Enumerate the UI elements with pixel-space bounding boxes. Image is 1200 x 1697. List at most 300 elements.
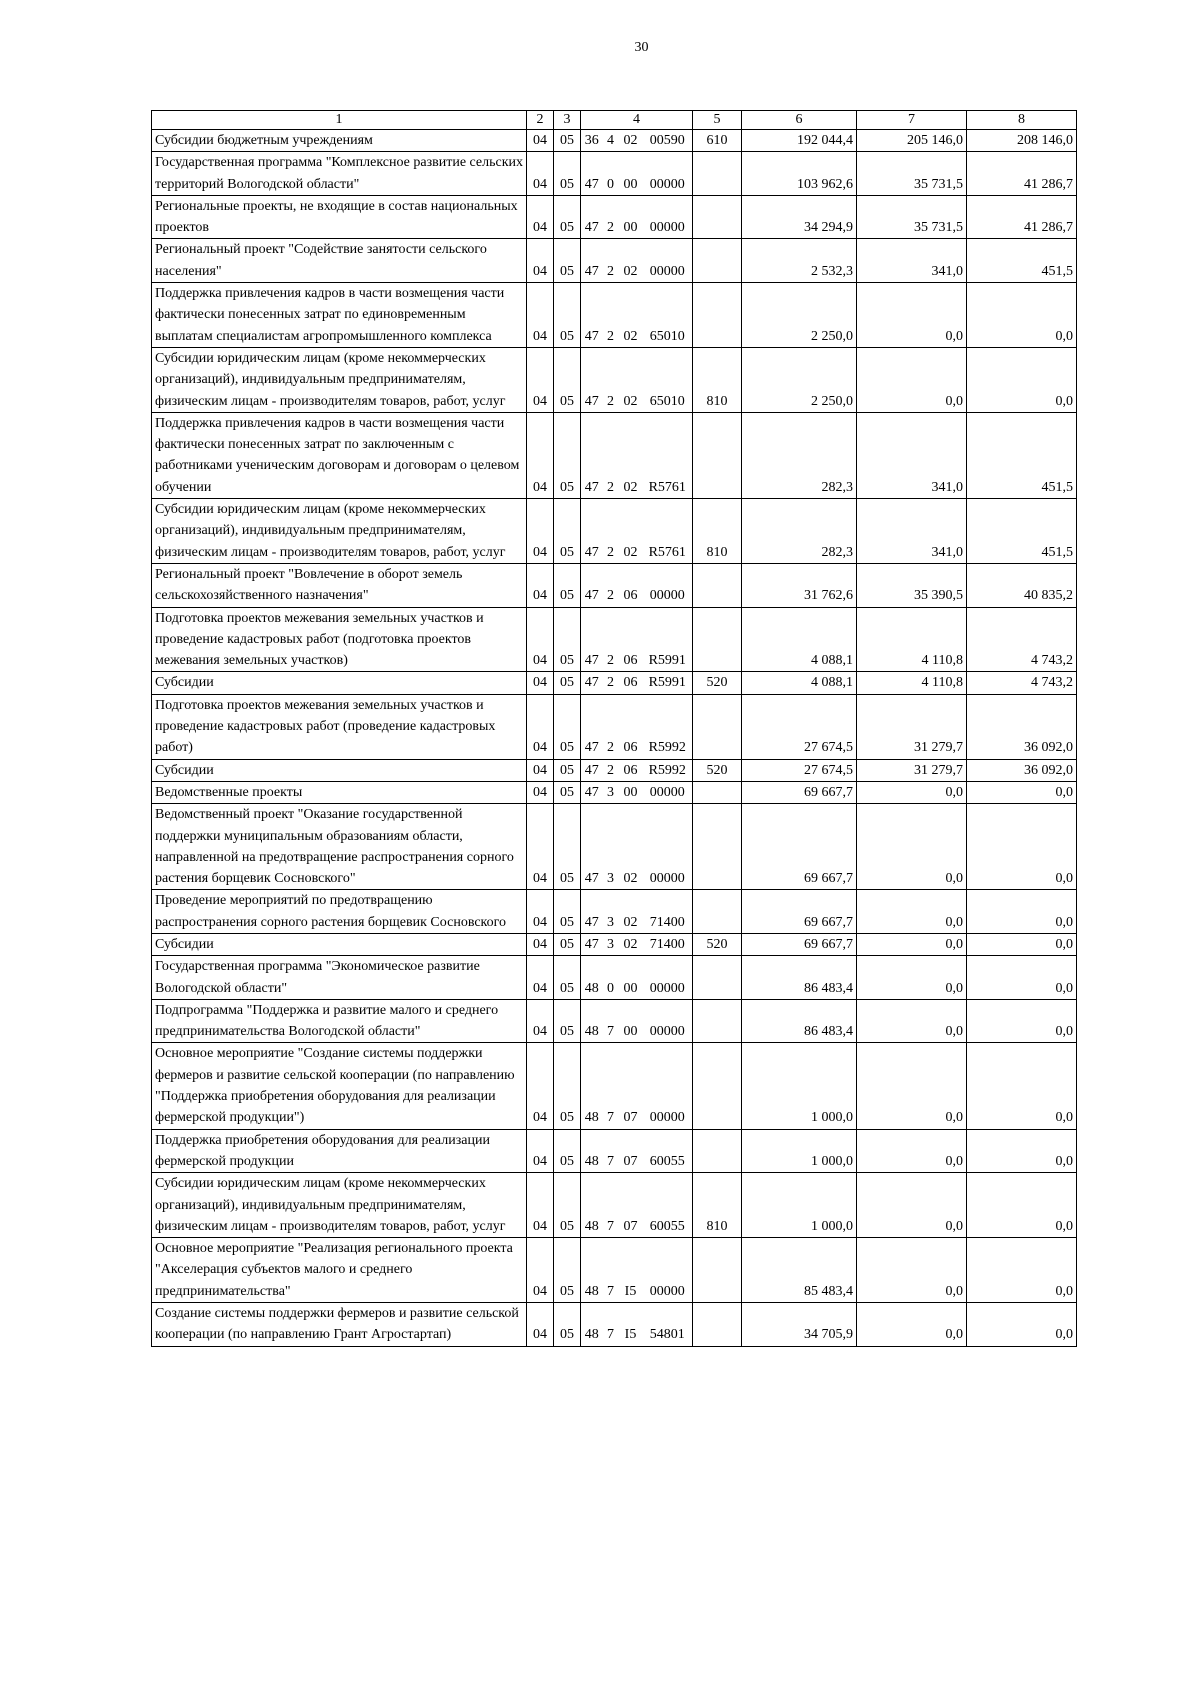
row-amount-col6: 27 674,5 [742, 759, 857, 781]
row-amount-col8: 36 092,0 [967, 759, 1077, 781]
row-event-code: 02 [619, 804, 643, 890]
row-amount-col6: 69 667,7 [742, 890, 857, 934]
table-row [152, 563, 1077, 607]
row-event-code: 02 [619, 499, 643, 564]
row-direction-code: R5991 [643, 672, 693, 694]
row-razdel: 04 [527, 890, 554, 934]
row-direction-code: R5761 [643, 499, 693, 564]
row-program-code: 47 [581, 890, 603, 934]
row-event-code: I5 [619, 1238, 643, 1303]
row-expense-type [693, 412, 742, 498]
row-subprogram-code: 7 [603, 1303, 619, 1347]
row-name: Субсидии юридическим лицам (кроме некоммерческих организаций), индивидуальным предпринимателям, физическим лицам - производителям товаров, работ, услуг [152, 347, 527, 412]
row-amount-col8: 0,0 [967, 781, 1077, 803]
row-amount-col6: 34 705,9 [742, 1303, 857, 1347]
header-col-4: 4 [581, 111, 693, 130]
page-number: 30 [634, 40, 649, 55]
row-amount-col7: 0,0 [857, 781, 967, 803]
table-row [152, 607, 1077, 672]
row-direction-code: 00000 [643, 195, 693, 239]
row-subprogram-code: 2 [603, 195, 619, 239]
row-subprogram-code: 2 [603, 283, 619, 348]
row-direction-code: 60055 [643, 1173, 693, 1238]
row-amount-col8: 0,0 [967, 804, 1077, 890]
row-expense-type [693, 283, 742, 348]
row-direction-code: 71400 [643, 890, 693, 934]
table-row [152, 152, 1077, 196]
row-amount-col7: 0,0 [857, 1303, 967, 1347]
table-row [152, 781, 1077, 803]
row-name: Основное мероприятие "Реализация регионального проекта "Акселерация субъектов малого и среднего предпринимательства" [152, 1238, 527, 1303]
row-direction-code: 54801 [643, 1303, 693, 1347]
row-amount-col7: 4 110,8 [857, 607, 967, 672]
row-razdel: 04 [527, 283, 554, 348]
row-direction-code: 00000 [643, 804, 693, 890]
row-amount-col6: 27 674,5 [742, 694, 857, 759]
row-event-code: 06 [619, 607, 643, 672]
row-expense-type [693, 694, 742, 759]
row-expense-type: 520 [693, 672, 742, 694]
row-razdel: 04 [527, 1173, 554, 1238]
row-event-code: 02 [619, 933, 643, 955]
row-event-code: 06 [619, 563, 643, 607]
row-podrazdel: 05 [554, 195, 581, 239]
row-razdel: 04 [527, 1043, 554, 1129]
row-name: Ведомственный проект "Оказание государственной поддержки муниципальным образованиям области, направленной на предотвращение распространения сорного растения борщевик Сосновского" [152, 804, 527, 890]
row-name: Поддержка приобретения оборудования для реализации фермерской продукции [152, 1129, 527, 1173]
row-amount-col6: 4 088,1 [742, 607, 857, 672]
row-podrazdel: 05 [554, 1238, 581, 1303]
row-name: Поддержка привлечения кадров в части возмещения части фактически понесенных затрат по заключенным с работниками ученическим договорам и договорам о целевом обучении [152, 412, 527, 498]
row-subprogram-code: 2 [603, 347, 619, 412]
row-podrazdel: 05 [554, 152, 581, 196]
row-program-code: 47 [581, 563, 603, 607]
row-amount-col7: 0,0 [857, 933, 967, 955]
row-podrazdel: 05 [554, 933, 581, 955]
row-razdel: 04 [527, 347, 554, 412]
row-expense-type [693, 563, 742, 607]
row-amount-col7: 35 731,5 [857, 195, 967, 239]
row-amount-col7: 0,0 [857, 1173, 967, 1238]
row-razdel: 04 [527, 933, 554, 955]
row-podrazdel: 05 [554, 607, 581, 672]
row-subprogram-code: 7 [603, 999, 619, 1043]
budget-table [151, 110, 1077, 1347]
row-expense-type [693, 239, 742, 283]
row-direction-code: 65010 [643, 283, 693, 348]
row-amount-col6: 282,3 [742, 499, 857, 564]
row-subprogram-code: 2 [603, 694, 619, 759]
row-amount-col8: 40 835,2 [967, 563, 1077, 607]
row-event-code: 02 [619, 347, 643, 412]
row-razdel: 04 [527, 563, 554, 607]
row-amount-col7: 0,0 [857, 890, 967, 934]
row-event-code: 06 [619, 759, 643, 781]
row-podrazdel: 05 [554, 412, 581, 498]
row-program-code: 47 [581, 804, 603, 890]
row-razdel: 04 [527, 239, 554, 283]
row-event-code: 00 [619, 781, 643, 803]
row-name: Субсидии [152, 759, 527, 781]
row-name: Государственная программа "Экономическое развитие Вологодской области" [152, 956, 527, 1000]
row-name: Ведомственные проекты [152, 781, 527, 803]
row-direction-code: 00000 [643, 152, 693, 196]
header-col-8: 8 [967, 111, 1077, 130]
row-expense-type [693, 999, 742, 1043]
row-expense-type [693, 956, 742, 1000]
row-subprogram-code: 0 [603, 152, 619, 196]
row-program-code: 48 [581, 1043, 603, 1129]
row-amount-col7: 0,0 [857, 347, 967, 412]
row-name: Субсидии бюджетным учреждениям [152, 130, 527, 152]
row-razdel: 04 [527, 1303, 554, 1347]
row-subprogram-code: 2 [603, 412, 619, 498]
row-podrazdel: 05 [554, 563, 581, 607]
row-subprogram-code: 4 [603, 130, 619, 152]
row-amount-col7: 35 731,5 [857, 152, 967, 196]
row-event-code: 02 [619, 890, 643, 934]
row-direction-code: R5992 [643, 694, 693, 759]
row-podrazdel: 05 [554, 672, 581, 694]
row-subprogram-code: 2 [603, 607, 619, 672]
row-subprogram-code: 3 [603, 781, 619, 803]
row-amount-col8: 0,0 [967, 1129, 1077, 1173]
table-row [152, 1303, 1077, 1347]
table-row [152, 890, 1077, 934]
row-razdel: 04 [527, 672, 554, 694]
table-row [152, 283, 1077, 348]
row-name: Региональный проект "Вовлечение в оборот земель сельскохозяйственного назначения" [152, 563, 527, 607]
row-direction-code: 00000 [643, 1043, 693, 1129]
row-direction-code: R5761 [643, 412, 693, 498]
row-amount-col6: 86 483,4 [742, 999, 857, 1043]
table-row [152, 1129, 1077, 1173]
row-event-code: 07 [619, 1043, 643, 1129]
row-expense-type [693, 1238, 742, 1303]
row-subprogram-code: 3 [603, 890, 619, 934]
table-row [152, 130, 1077, 152]
row-subprogram-code: 2 [603, 563, 619, 607]
row-direction-code: 65010 [643, 347, 693, 412]
row-razdel: 04 [527, 694, 554, 759]
row-subprogram-code: 2 [603, 759, 619, 781]
row-subprogram-code: 2 [603, 499, 619, 564]
row-program-code: 47 [581, 347, 603, 412]
row-name: Региональные проекты, не входящие в состав национальных проектов [152, 195, 527, 239]
row-expense-type: 610 [693, 130, 742, 152]
row-razdel: 04 [527, 1238, 554, 1303]
row-podrazdel: 05 [554, 283, 581, 348]
row-event-code: 02 [619, 412, 643, 498]
row-amount-col7: 0,0 [857, 956, 967, 1000]
row-razdel: 04 [527, 130, 554, 152]
table-row [152, 347, 1077, 412]
row-amount-col6: 2 250,0 [742, 347, 857, 412]
row-program-code: 47 [581, 672, 603, 694]
row-subprogram-code: 7 [603, 1173, 619, 1238]
row-expense-type [693, 890, 742, 934]
row-amount-col8: 0,0 [967, 933, 1077, 955]
row-direction-code: 00000 [643, 239, 693, 283]
row-amount-col6: 1 000,0 [742, 1173, 857, 1238]
row-program-code: 47 [581, 239, 603, 283]
row-expense-type [693, 781, 742, 803]
row-subprogram-code: 2 [603, 672, 619, 694]
row-amount-col6: 34 294,9 [742, 195, 857, 239]
row-amount-col7: 35 390,5 [857, 563, 967, 607]
row-podrazdel: 05 [554, 499, 581, 564]
row-name: Подпрограмма "Поддержка и развитие малого и среднего предпринимательства Вологодской области" [152, 999, 527, 1043]
header-col-5: 5 [693, 111, 742, 130]
row-podrazdel: 05 [554, 130, 581, 152]
table-row [152, 499, 1077, 564]
row-amount-col7: 31 279,7 [857, 759, 967, 781]
row-amount-col6: 69 667,7 [742, 804, 857, 890]
row-podrazdel: 05 [554, 347, 581, 412]
row-amount-col6: 85 483,4 [742, 1238, 857, 1303]
row-amount-col7: 0,0 [857, 999, 967, 1043]
row-event-code: 00 [619, 152, 643, 196]
row-event-code: 02 [619, 283, 643, 348]
row-amount-col8: 0,0 [967, 999, 1077, 1043]
row-amount-col7: 4 110,8 [857, 672, 967, 694]
row-event-code: 02 [619, 239, 643, 283]
row-name: Субсидии юридическим лицам (кроме некоммерческих организаций), индивидуальным предпринимателям, физическим лицам - производителям товаров, работ, услуг [152, 1173, 527, 1238]
header-col-7: 7 [857, 111, 967, 130]
row-direction-code: 00000 [643, 956, 693, 1000]
row-amount-col6: 69 667,7 [742, 933, 857, 955]
header-col-1: 1 [152, 111, 527, 130]
row-expense-type [693, 1129, 742, 1173]
table-body [152, 130, 1077, 1347]
row-razdel: 04 [527, 195, 554, 239]
row-amount-col8: 41 286,7 [967, 195, 1077, 239]
row-name: Региональный проект "Содействие занятости сельского населения" [152, 239, 527, 283]
row-amount-col6: 4 088,1 [742, 672, 857, 694]
row-subprogram-code: 3 [603, 933, 619, 955]
table-row [152, 956, 1077, 1000]
row-amount-col7: 0,0 [857, 804, 967, 890]
row-name: Государственная программа "Комплексное развитие сельских территорий Вологодской области" [152, 152, 527, 196]
row-event-code: 00 [619, 956, 643, 1000]
row-amount-col7: 341,0 [857, 499, 967, 564]
row-razdel: 04 [527, 499, 554, 564]
row-program-code: 47 [581, 607, 603, 672]
row-razdel: 04 [527, 956, 554, 1000]
row-direction-code: R5992 [643, 759, 693, 781]
row-name: Субсидии [152, 672, 527, 694]
row-direction-code: 00000 [643, 781, 693, 803]
row-amount-col6: 103 962,6 [742, 152, 857, 196]
row-event-code: 07 [619, 1129, 643, 1173]
row-expense-type [693, 804, 742, 890]
row-amount-col8: 0,0 [967, 283, 1077, 348]
row-program-code: 48 [581, 1173, 603, 1238]
row-subprogram-code: 7 [603, 1129, 619, 1173]
row-program-code: 36 [581, 130, 603, 152]
table-row [152, 1238, 1077, 1303]
row-program-code: 47 [581, 694, 603, 759]
row-amount-col6: 192 044,4 [742, 130, 857, 152]
row-podrazdel: 05 [554, 781, 581, 803]
row-program-code: 47 [581, 759, 603, 781]
table-row [152, 933, 1077, 955]
row-name: Субсидии [152, 933, 527, 955]
row-program-code: 47 [581, 499, 603, 564]
table-row [152, 759, 1077, 781]
row-direction-code: 00000 [643, 1238, 693, 1303]
table-row [152, 672, 1077, 694]
row-event-code: 00 [619, 999, 643, 1043]
row-event-code: 02 [619, 130, 643, 152]
row-amount-col8: 451,5 [967, 239, 1077, 283]
row-expense-type: 520 [693, 933, 742, 955]
row-podrazdel: 05 [554, 1043, 581, 1129]
row-program-code: 48 [581, 1238, 603, 1303]
row-podrazdel: 05 [554, 759, 581, 781]
row-expense-type: 810 [693, 1173, 742, 1238]
row-amount-col8: 208 146,0 [967, 130, 1077, 152]
row-expense-type: 810 [693, 347, 742, 412]
header-col-2: 2 [527, 111, 554, 130]
row-direction-code: 71400 [643, 933, 693, 955]
row-subprogram-code: 2 [603, 239, 619, 283]
row-direction-code: 60055 [643, 1129, 693, 1173]
row-razdel: 04 [527, 607, 554, 672]
row-amount-col8: 0,0 [967, 1238, 1077, 1303]
row-amount-col6: 2 532,3 [742, 239, 857, 283]
row-razdel: 04 [527, 781, 554, 803]
row-amount-col8: 0,0 [967, 1173, 1077, 1238]
row-amount-col6: 2 250,0 [742, 283, 857, 348]
row-amount-col7: 341,0 [857, 412, 967, 498]
row-razdel: 04 [527, 999, 554, 1043]
table-header-row [152, 111, 1077, 130]
row-razdel: 04 [527, 412, 554, 498]
table-row [152, 999, 1077, 1043]
row-amount-col8: 4 743,2 [967, 607, 1077, 672]
row-direction-code: R5991 [643, 607, 693, 672]
row-expense-type [693, 1043, 742, 1129]
row-amount-col7: 0,0 [857, 283, 967, 348]
row-event-code: 06 [619, 694, 643, 759]
row-amount-col6: 1 000,0 [742, 1129, 857, 1173]
row-program-code: 48 [581, 1129, 603, 1173]
row-amount-col7: 205 146,0 [857, 130, 967, 152]
row-name: Создание системы поддержки фермеров и развитие сельской кооперации (по направлению Грант Агростартап) [152, 1303, 527, 1347]
row-amount-col8: 0,0 [967, 1303, 1077, 1347]
row-subprogram-code: 7 [603, 1043, 619, 1129]
row-podrazdel: 05 [554, 1173, 581, 1238]
row-amount-col7: 341,0 [857, 239, 967, 283]
row-amount-col8: 451,5 [967, 412, 1077, 498]
table-row [152, 239, 1077, 283]
row-amount-col6: 86 483,4 [742, 956, 857, 1000]
row-expense-type [693, 607, 742, 672]
row-podrazdel: 05 [554, 694, 581, 759]
row-program-code: 47 [581, 781, 603, 803]
row-amount-col6: 1 000,0 [742, 1043, 857, 1129]
row-program-code: 47 [581, 152, 603, 196]
row-amount-col7: 0,0 [857, 1238, 967, 1303]
row-podrazdel: 05 [554, 956, 581, 1000]
table-row [152, 412, 1077, 498]
row-program-code: 48 [581, 956, 603, 1000]
row-name: Поддержка привлечения кадров в части возмещения части фактически понесенных затрат по единовременным выплатам специалистам агропромышленного комплекса [152, 283, 527, 348]
row-program-code: 47 [581, 933, 603, 955]
row-amount-col6: 31 762,6 [742, 563, 857, 607]
row-program-code: 47 [581, 283, 603, 348]
header-col-3: 3 [554, 111, 581, 130]
row-amount-col6: 69 667,7 [742, 781, 857, 803]
row-amount-col8: 0,0 [967, 890, 1077, 934]
row-podrazdel: 05 [554, 804, 581, 890]
row-amount-col8: 36 092,0 [967, 694, 1077, 759]
row-name: Субсидии юридическим лицам (кроме некоммерческих организаций), индивидуальным предпринимателям, физическим лицам - производителям товаров, работ, услуг [152, 499, 527, 564]
row-name: Подготовка проектов межевания земельных участков и проведение кадастровых работ (подготовка проектов межевания земельных участков) [152, 607, 527, 672]
row-podrazdel: 05 [554, 890, 581, 934]
row-event-code: I5 [619, 1303, 643, 1347]
row-direction-code: 00000 [643, 999, 693, 1043]
row-subprogram-code: 0 [603, 956, 619, 1000]
row-podrazdel: 05 [554, 999, 581, 1043]
row-program-code: 48 [581, 999, 603, 1043]
row-program-code: 47 [581, 195, 603, 239]
row-razdel: 04 [527, 804, 554, 890]
table-row [152, 1043, 1077, 1129]
row-amount-col6: 282,3 [742, 412, 857, 498]
row-amount-col7: 0,0 [857, 1043, 967, 1129]
row-expense-type [693, 1303, 742, 1347]
row-amount-col8: 0,0 [967, 347, 1077, 412]
row-event-code: 06 [619, 672, 643, 694]
row-amount-col7: 0,0 [857, 1129, 967, 1173]
row-name: Проведение мероприятий по предотвращению распространения сорного растения борщевик Сосновского [152, 890, 527, 934]
row-subprogram-code: 3 [603, 804, 619, 890]
table-row [152, 1173, 1077, 1238]
row-event-code: 07 [619, 1173, 643, 1238]
row-name: Подготовка проектов межевания земельных участков и проведение кадастровых работ (проведение кадастровых работ) [152, 694, 527, 759]
row-razdel: 04 [527, 759, 554, 781]
row-expense-type: 520 [693, 759, 742, 781]
row-program-code: 47 [581, 412, 603, 498]
row-direction-code: 00590 [643, 130, 693, 152]
row-amount-col8: 451,5 [967, 499, 1077, 564]
row-expense-type [693, 152, 742, 196]
row-amount-col8: 41 286,7 [967, 152, 1077, 196]
row-podrazdel: 05 [554, 1129, 581, 1173]
table-row [152, 195, 1077, 239]
row-amount-col8: 4 743,2 [967, 672, 1077, 694]
row-event-code: 00 [619, 195, 643, 239]
row-podrazdel: 05 [554, 239, 581, 283]
row-direction-code: 00000 [643, 563, 693, 607]
row-expense-type [693, 195, 742, 239]
row-razdel: 04 [527, 152, 554, 196]
table-row [152, 804, 1077, 890]
row-name: Основное мероприятие "Создание системы поддержки фермеров и развитие сельской кооперации (по направлению "Поддержка приобретения оборудования для реализации фермерской продукции") [152, 1043, 527, 1129]
table-row [152, 694, 1077, 759]
header-col-6: 6 [742, 111, 857, 130]
row-subprogram-code: 7 [603, 1238, 619, 1303]
row-amount-col8: 0,0 [967, 956, 1077, 1000]
row-amount-col7: 31 279,7 [857, 694, 967, 759]
row-amount-col8: 0,0 [967, 1043, 1077, 1129]
row-razdel: 04 [527, 1129, 554, 1173]
row-podrazdel: 05 [554, 1303, 581, 1347]
row-expense-type: 810 [693, 499, 742, 564]
row-program-code: 48 [581, 1303, 603, 1347]
